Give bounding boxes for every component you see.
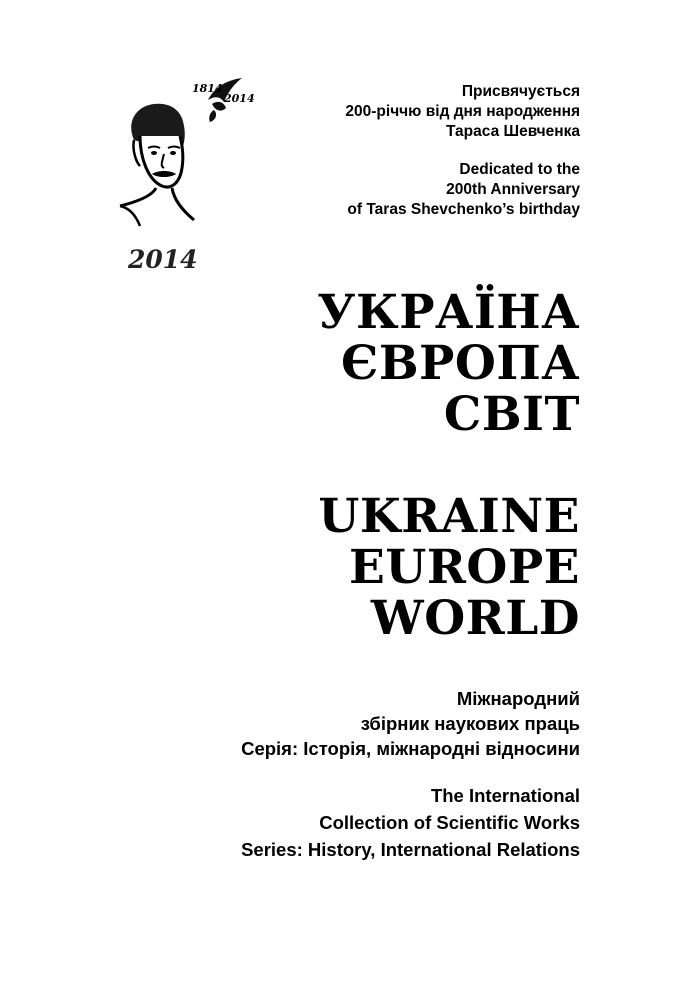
dedication-english xyxy=(347,160,580,220)
title-en-line: UKRAINE xyxy=(318,489,580,544)
portrait-icon xyxy=(120,104,194,226)
dedication-ukrainian xyxy=(345,82,580,142)
subtitle-ukrainian xyxy=(241,686,580,761)
title-en-line: EUROPE xyxy=(349,540,580,595)
dedication-ua-line: Присвячується xyxy=(461,83,580,100)
subtitle-ua-line: Серія: Історія, міжнародні відносини xyxy=(241,738,580,759)
emblem-year-end: 2014 xyxy=(224,92,255,105)
subtitle-en-line: The International xyxy=(430,785,580,806)
dedication-en-line: 200th Anniversary xyxy=(446,181,580,198)
publication-year: 2014 xyxy=(128,245,198,274)
emblem-year-start: 1814 xyxy=(192,82,223,95)
title-en-line: WORLD xyxy=(370,591,580,646)
subtitle-ua-line: Міжнародний xyxy=(456,688,580,709)
title-ukrainian xyxy=(317,287,580,440)
title-ua-line: ЄВРОПА xyxy=(340,336,580,391)
subtitle-english xyxy=(241,782,580,863)
subtitle-en-line: Collection of Scientific Works xyxy=(319,812,580,833)
title-ua-line: УКРАЇНА xyxy=(317,285,580,340)
title-english xyxy=(318,491,580,644)
dedication-ua-line: Тараса Шевченка xyxy=(445,123,580,140)
dedication-en-line: of Taras Shevchenko’s birthday xyxy=(347,201,580,218)
title-ua-line: СВІТ xyxy=(443,387,580,442)
dedication-ua-line: 200-річчю від дня народження xyxy=(345,103,580,120)
subtitle-en-line: Series: History, International Relations xyxy=(241,839,580,860)
dedication-en-line: Dedicated to the xyxy=(459,161,580,178)
subtitle-ua-line: збірник наукових праць xyxy=(360,713,580,734)
shevchenko-portrait-emblem xyxy=(96,70,256,230)
